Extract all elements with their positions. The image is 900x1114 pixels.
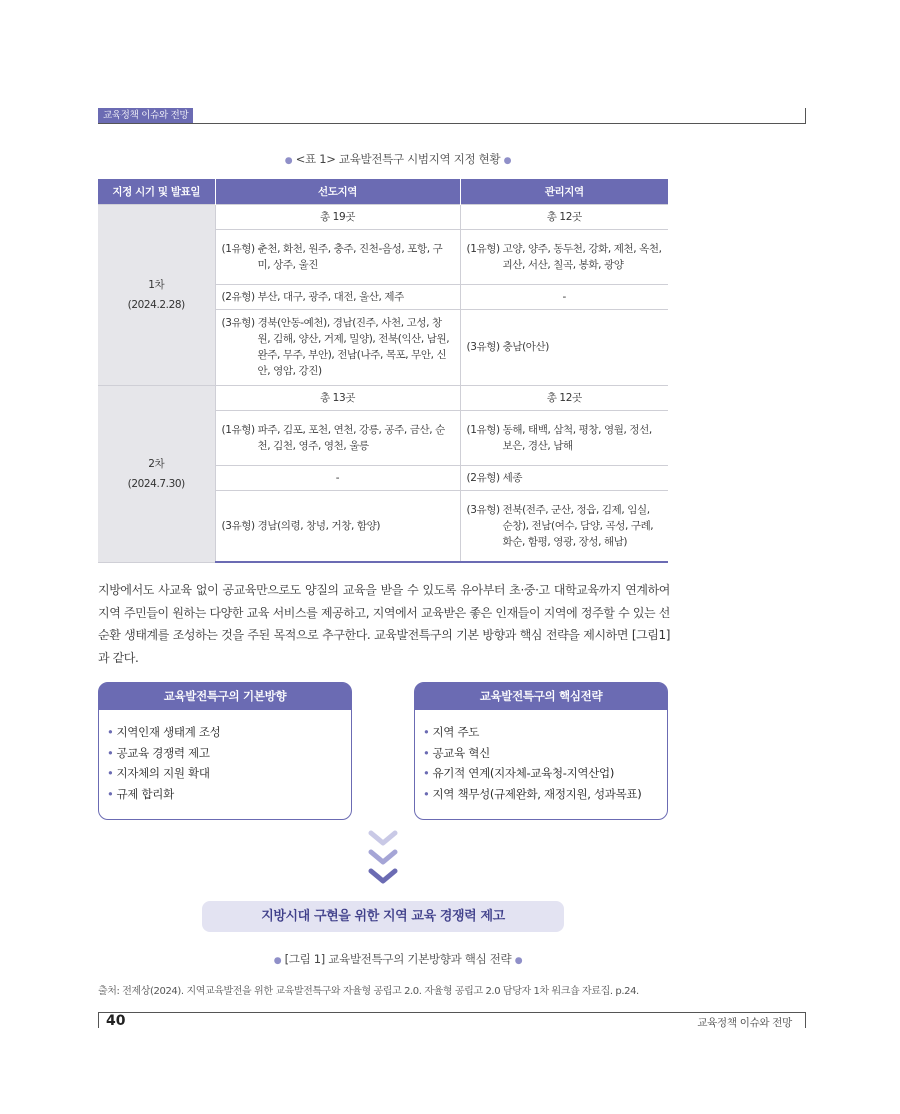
body-paragraph: 지방에서도 사교육 없이 공교육만으로도 양질의 교육을 받을 수 있도록 유아부터 초·중·고 대학교육까지 연계하여 지역 주민들이 원하는 다양한 교육 서비스를 제공하고, 지역에서 교육받은 좋은 인재들이 지역에 정주할 수 있는 선순환 생태계를 조성하는 것을 주된 목적으로 추구한다. 교육발전특구의 기본 방향과 핵심 전략을 제시하면 [그림1]과 같다. [98,583,670,665]
column-header: 지정 시기 및 발표일 [98,179,215,204]
list-item-text: 공교육 경쟁력 제고 [116,745,210,760]
list-item [423,743,667,764]
caption-bullet-icon: ● [273,956,282,966]
table-cell [215,309,460,385]
bullet-icon: • [423,725,430,739]
table-cell [215,490,460,562]
table-header-row [98,179,668,204]
bullet-icon: • [107,725,114,739]
direction-list [99,710,351,804]
table-row [98,385,668,410]
list-item-text: 유기적 연계(지자체-교육청-지역산업) [432,766,615,780]
table-cell: (2유형) 세종 [460,465,668,490]
cell-text: (3유형) 전북(전주, 군산, 정읍, 김제, 임실, 순창), 전남(여수, 담양, 곡성, 구례, 화순, 함평, 영광, 장성, 해남) [466,503,654,548]
table-caption [18,151,778,167]
chevron-down-icon [368,849,398,867]
table-cell [460,229,668,284]
table-cell [460,410,668,465]
round-cell [98,204,215,385]
table-cell: (2유형) 부산, 대구, 광주, 대전, 울산, 제주 [215,284,460,309]
list-item-text: 규제 합리화 [116,786,174,801]
list-item [423,784,667,805]
list-item-text: 공교육 혁신 [432,745,490,760]
header-rule [98,123,806,124]
chevron-down-icon [368,868,398,886]
round-cell [98,385,215,562]
cell-text: (3유형) 경북(안동-예천), 경남(진주, 사천, 고성, 창원, 김해, 양산, 거제, 밀양), 전북(익산, 남원, 완주, 무주, 부안), 전남(나주, 목포, 무안, 신안, 영암, 강진) [221,317,450,377]
table-cell [215,410,460,465]
table-cell: - [460,284,668,309]
list-item-text: 지역 주도 [432,725,480,739]
table-cell: 총 12곳 [460,385,668,410]
column-header: 관리지역 [460,179,668,204]
column-header: 선도지역 [215,179,460,204]
list-item [107,722,351,743]
header-rule-tick [805,108,806,124]
box-title: 교육발전특구의 기본방향 [99,683,351,710]
list-item-text: 지역 책무성(규제완화, 재정지원, 성과목표) [432,786,642,801]
table-cell [460,490,668,562]
list-item [107,743,351,764]
footer-rule-tick [805,1012,806,1028]
source-note: 출처: 전제상(2024). 지역교육발전을 위한 교육발전특구와 자율형 공립고 2.0. 자율형 공립고 2.0 담당자 1차 워크숍 자료집. p.24. [98,986,639,997]
list-item-text: 지역인재 생태계 조성 [116,725,221,739]
round-date: (2024.2.28) [127,298,185,311]
table-row [98,204,668,229]
figure-caption [18,951,778,967]
cell-text: (3유형) 경남(의령, 창녕, 거창, 함양) [221,519,381,532]
bullet-icon: • [107,786,114,801]
caption-bullet-icon: ● [284,156,293,166]
goal-banner: 지방시대 구현을 위한 지역 교육 경쟁력 제고 [202,901,564,932]
list-item [423,722,667,743]
list-item [423,763,667,784]
cell-text: (3유형) 충남(아산) [466,341,549,353]
cell-text: (1유형) 동해, 태백, 삼척, 평창, 영월, 정선, 보은, 경산, 남해 [466,423,652,452]
round-label: 2차 [148,457,165,470]
bullet-icon: • [107,745,114,760]
table-caption-text: <표 1> 교육발전특구 시범지역 지정 현황 [295,152,501,166]
core-strategy-box [414,682,668,820]
list-item-text: 지자체의 지원 확대 [116,766,210,780]
bullet-icon: • [107,766,114,780]
basic-direction-box [98,682,352,820]
table-cell [460,309,668,385]
bullet-icon: • [423,786,430,801]
footer-title: 교육정책 이슈와 전망 [697,1017,792,1029]
box-title: 교육발전특구의 핵심전략 [415,683,667,710]
list-item [107,763,351,784]
bullet-icon: • [423,766,430,780]
table-cell: - [215,465,460,490]
table-cell: 총 19곳 [215,204,460,229]
round-date: (2024.7.30) [127,477,185,490]
pilot-region-table [98,179,668,563]
chevron-down-icon [368,830,398,848]
table-cell: 총 12곳 [460,204,668,229]
caption-bullet-icon: ● [514,956,523,966]
footer-rule-tick [98,1012,99,1028]
page-number: 40 [106,1013,126,1029]
list-item [107,784,351,805]
table-cell: 총 13곳 [215,385,460,410]
cell-text: (1유형) 파주, 김포, 포천, 연천, 강릉, 공주, 금산, 순천, 김천, 영주, 영천, 울릉 [221,423,445,452]
section-tag: 교육정책 이슈와 전망 [98,108,193,124]
cell-text: (1유형) 춘천, 화천, 원주, 충주, 진천-음성, 포항, 구미, 상주, 울진 [221,242,443,271]
cell-text: (1유형) 고양, 양주, 동두천, 강화, 제천, 옥천, 괴산, 서산, 칠곡, 봉화, 광양 [466,242,662,271]
footer-rule [98,1012,806,1013]
strategy-list [415,710,667,804]
bullet-icon: • [423,745,430,760]
round-label: 1차 [148,278,165,291]
caption-bullet-icon: ● [503,156,512,166]
figure-caption-text: [그림 1] 교육발전특구의 기본방향과 핵심 전략 [284,952,512,966]
table-cell [215,229,460,284]
